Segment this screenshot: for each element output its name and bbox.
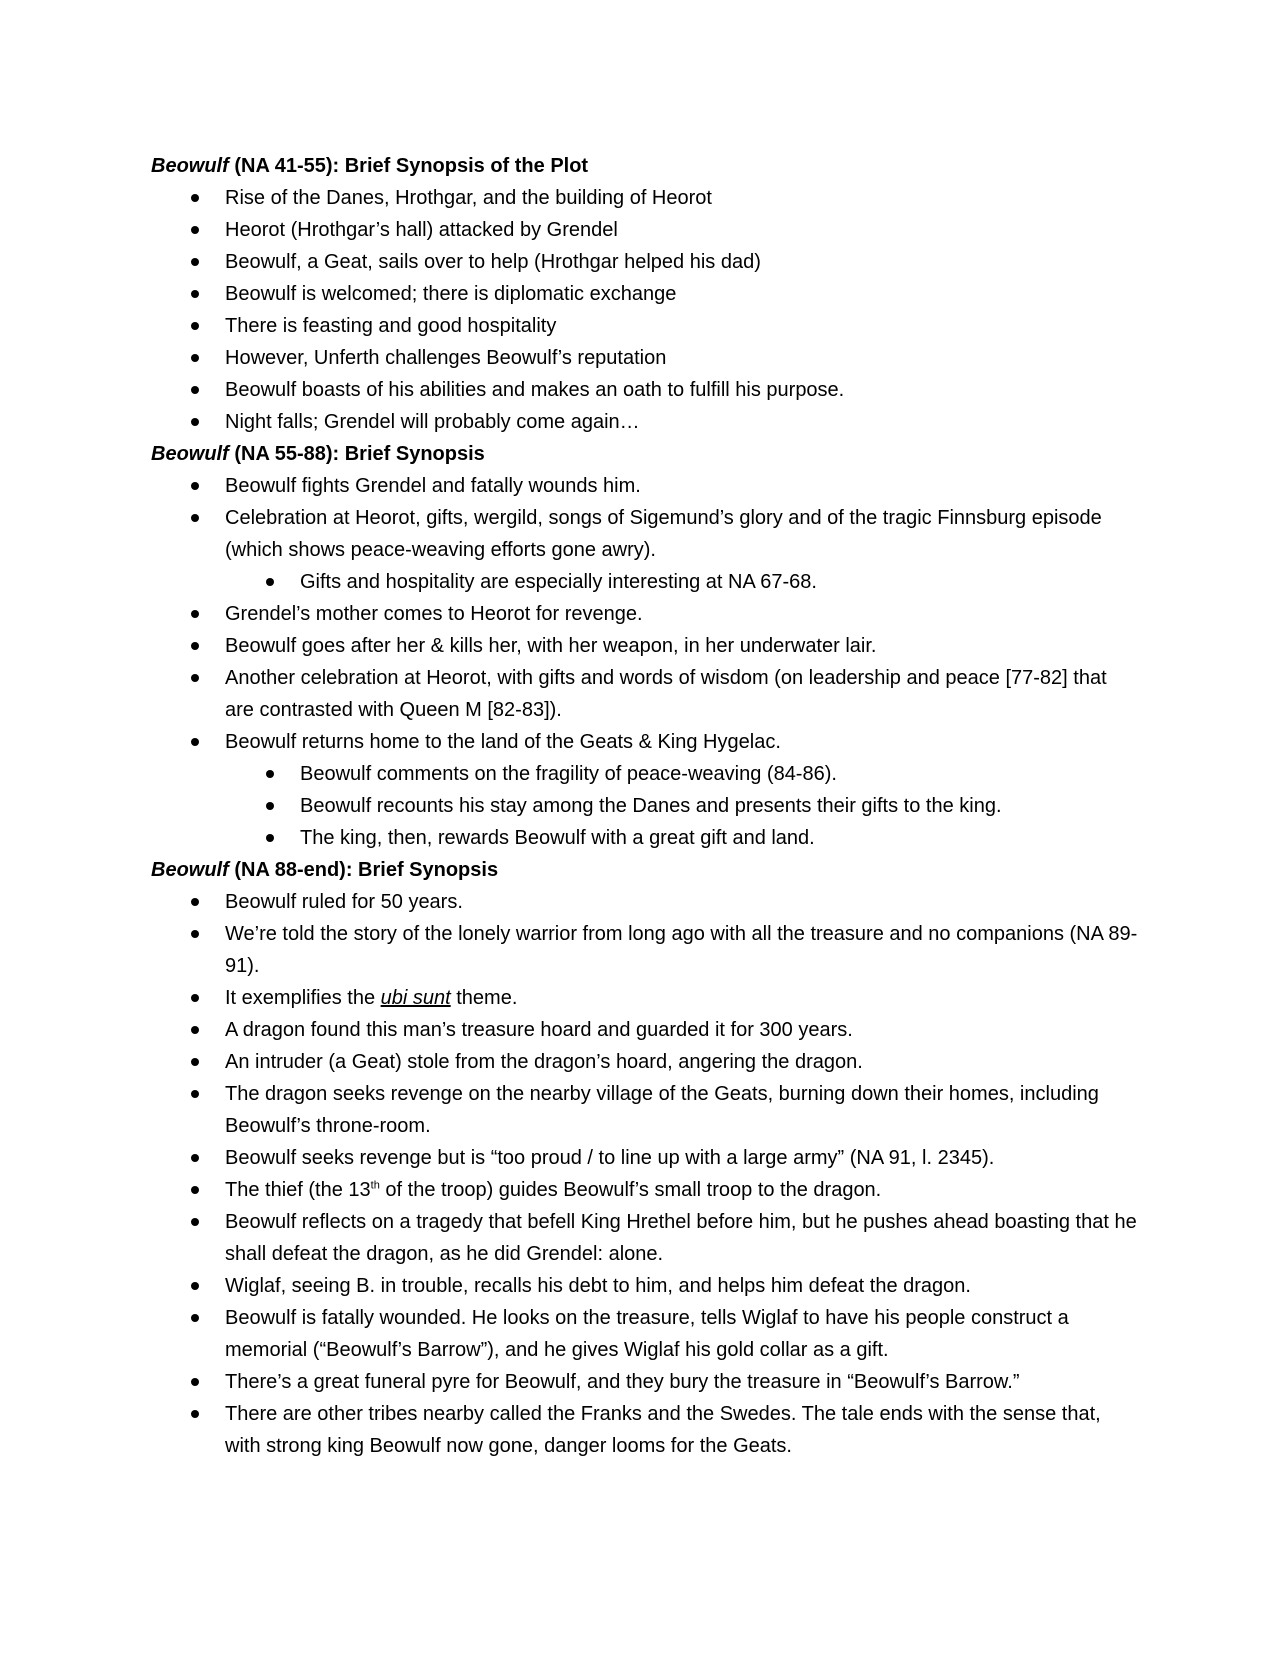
text-segment: theme. bbox=[450, 987, 518, 1009]
list-item bbox=[151, 1174, 1141, 1206]
section-na-88-end bbox=[151, 854, 1141, 1462]
sub-list-item: Gifts and hospitality are especially interesting at NA 67-68. bbox=[151, 566, 1141, 598]
text-segment: of the troop) guides Beowulf’s small troop to the dragon. bbox=[379, 1179, 882, 1201]
heading-title-italic: Beowulf bbox=[151, 155, 229, 177]
list-item: A dragon found this man’s treasure hoard and guarded it for 300 years. bbox=[151, 1014, 1141, 1046]
sub-list-item: Beowulf recounts his stay among the Danes and presents their gifts to the king. bbox=[151, 790, 1141, 822]
list-item: Beowulf is welcomed; there is diplomatic exchange bbox=[151, 278, 1141, 310]
section-na-55-88 bbox=[151, 438, 1141, 854]
ubi-sunt-term: ubi sunt bbox=[380, 987, 451, 1009]
sub-list-item: The king, then, rewards Beowulf with a great gift and land. bbox=[151, 822, 1141, 854]
list-item: Night falls; Grendel will probably come again… bbox=[151, 406, 1141, 438]
synopsis-document bbox=[151, 150, 1141, 1462]
list-item: The dragon seeks revenge on the nearby village of the Geats, burning down their homes, including Beowulf’s throne-room. bbox=[151, 1078, 1141, 1142]
heading-title-rest: (NA 88-end): Brief Synopsis bbox=[228, 859, 499, 881]
list-item: Beowulf is fatally wounded. He looks on the treasure, tells Wiglaf to have his people construct a memorial (“Beowulf’s Barrow”), and he gives Wiglaf his gold collar as a gift. bbox=[151, 1302, 1141, 1366]
list-item: Grendel’s mother comes to Heorot for revenge. bbox=[151, 598, 1141, 630]
bullet-list bbox=[151, 182, 1141, 438]
list-item: An intruder (a Geat) stole from the dragon’s hoard, angering the dragon. bbox=[151, 1046, 1141, 1078]
list-item: Beowulf fights Grendel and fatally wounds him. bbox=[151, 470, 1141, 502]
list-item: Another celebration at Heorot, with gifts and words of wisdom (on leadership and peace [77-82] that are contrasted with Queen M [82-83]). bbox=[151, 662, 1141, 726]
list-item: Wiglaf, seeing B. in trouble, recalls his debt to him, and helps him defeat the dragon. bbox=[151, 1270, 1141, 1302]
list-item: However, Unferth challenges Beowulf’s reputation bbox=[151, 342, 1141, 374]
section-heading bbox=[151, 854, 1141, 886]
list-item: Beowulf boasts of his abilities and makes an oath to fulfill his purpose. bbox=[151, 374, 1141, 406]
list-item: There is feasting and good hospitality bbox=[151, 310, 1141, 342]
heading-title-italic: Beowulf bbox=[151, 859, 229, 881]
list-item: Celebration at Heorot, gifts, wergild, songs of Sigemund’s glory and of the tragic Finnsburg episode (which shows peace-weaving efforts gone awry). bbox=[151, 502, 1141, 566]
text-segment: The thief (the 13 bbox=[225, 1179, 371, 1201]
list-item: There’s a great funeral pyre for Beowulf, and they bury the treasure in “Beowulf’s Barrow.” bbox=[151, 1366, 1141, 1398]
list-item: Beowulf goes after her & kills her, with her weapon, in her underwater lair. bbox=[151, 630, 1141, 662]
bullet-list bbox=[151, 470, 1141, 854]
list-item: Beowulf reflects on a tragedy that befell King Hrethel before him, but he pushes ahead boasting that he shall defeat the dragon, as he did Grendel: alone. bbox=[151, 1206, 1141, 1270]
list-item: Beowulf, a Geat, sails over to help (Hrothgar helped his dad) bbox=[151, 246, 1141, 278]
heading-title-rest: (NA 55-88): Brief Synopsis bbox=[228, 443, 485, 465]
section-heading bbox=[151, 438, 1141, 470]
section-heading bbox=[151, 150, 1141, 182]
section-na-41-55 bbox=[151, 150, 1141, 438]
list-item: Rise of the Danes, Hrothgar, and the building of Heorot bbox=[151, 182, 1141, 214]
list-item: There are other tribes nearby called the Franks and the Swedes. The tale ends with the sense that, with strong king Beowulf now gone, danger looms for the Geats. bbox=[151, 1398, 1141, 1462]
list-item: We’re told the story of the lonely warrior from long ago with all the treasure and no companions (NA 89-91). bbox=[151, 918, 1141, 982]
list-item: Beowulf returns home to the land of the Geats & King Hygelac. bbox=[151, 726, 1141, 758]
bullet-list bbox=[151, 886, 1141, 1462]
list-item: Beowulf ruled for 50 years. bbox=[151, 886, 1141, 918]
text-segment: It exemplifies the bbox=[225, 987, 381, 1009]
list-item: Heorot (Hrothgar’s hall) attacked by Grendel bbox=[151, 214, 1141, 246]
ordinal-superscript: th bbox=[370, 1179, 380, 1192]
heading-title-italic: Beowulf bbox=[151, 443, 229, 465]
list-item: Beowulf seeks revenge but is “too proud / to line up with a large army” (NA 91, l. 2345). bbox=[151, 1142, 1141, 1174]
heading-title-rest: (NA 41-55): Brief Synopsis of the Plot bbox=[228, 155, 589, 177]
list-item bbox=[151, 982, 1141, 1014]
sub-list-item: Beowulf comments on the fragility of peace-weaving (84-86). bbox=[151, 758, 1141, 790]
